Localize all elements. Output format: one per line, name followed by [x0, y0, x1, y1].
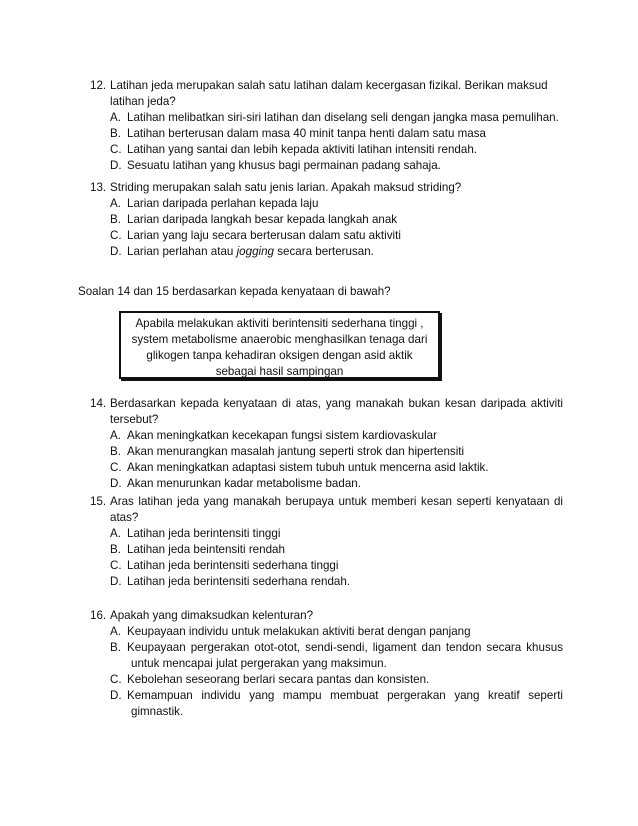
question-15 — [90, 494, 563, 590]
option-a — [90, 428, 563, 444]
option-text-italic: jogging — [236, 245, 274, 258]
question-13 — [90, 180, 563, 260]
question-text-cont: latihan jeda? — [110, 95, 176, 108]
option-letter: B. — [110, 127, 121, 140]
question-16-stem — [90, 608, 563, 624]
question-14 — [90, 396, 563, 492]
option-text: Latihan jeda berintensiti sederhana rendah. — [127, 575, 351, 588]
option-letter: A. — [110, 197, 121, 210]
statement-line: Apabila melakukan aktiviti berintensiti sederhana tinggi , — [135, 317, 424, 330]
option-d — [90, 244, 563, 260]
option-letter: B. — [110, 213, 121, 226]
option-letter: D. — [110, 159, 122, 172]
question-12 — [90, 78, 563, 174]
option-c — [90, 228, 563, 244]
option-d — [90, 574, 563, 590]
question-16 — [90, 608, 563, 720]
option-letter: A. — [110, 111, 121, 124]
option-text: Latihan jeda berintensiti tinggi — [127, 527, 281, 540]
option-text: Latihan melibatkan siri-siri latihan dan diselang seli dengan jangka masa pemulihan. — [127, 111, 559, 124]
option-text: Sesuatu latihan yang khusus bagi permainan padang sahaja. — [127, 159, 441, 172]
statement-line: glikogen tanpa kehadiran oksigen dengan asid aktik — [146, 349, 413, 362]
statement-line: sebagai hasil sampingan — [215, 365, 344, 378]
option-text: Larian yang laju secara berterusan dalam satu aktiviti — [127, 229, 401, 242]
statement-box — [119, 311, 440, 379]
option-letter: C. — [110, 673, 122, 686]
question-number: 12. — [90, 79, 107, 92]
question-13-stem — [90, 180, 563, 196]
question-number: 15. — [90, 495, 107, 508]
option-text: Latihan berterusan dalam masa 40 minit tanpa henti dalam satu masa — [127, 127, 486, 140]
question-text-cont: tersebut? — [110, 413, 159, 426]
question-text: Aras latihan jeda yang manakah berupaya untuk memberi kesan seperti kenyataan di — [110, 495, 563, 508]
option-text: Akan menurangkan masalah jantung seperti strok dan hipertensiti — [127, 445, 465, 458]
option-text: Akan meningkatkan adaptasi sistem tubuh untuk mencerna asid laktik. — [127, 461, 489, 474]
option-letter: D. — [110, 477, 122, 490]
option-text: Larian daripada perlahan kepada laju — [127, 197, 319, 210]
question-12-stem — [90, 78, 563, 94]
option-letter: C. — [110, 143, 122, 156]
question-text-cont: atas? — [110, 511, 139, 524]
option-a — [90, 624, 563, 640]
option-letter: B. — [110, 445, 121, 458]
option-letter: D. — [110, 245, 122, 258]
option-letter: C. — [110, 461, 122, 474]
option-d — [90, 688, 563, 704]
option-b — [90, 444, 563, 460]
option-letter: D. — [110, 575, 122, 588]
option-a — [90, 196, 563, 212]
option-c — [90, 460, 563, 476]
question-number: 14. — [90, 397, 107, 410]
option-text: Kebolehan seseorang berlari secara pantas dan konsisten. — [127, 673, 430, 686]
question-text: Apakah yang dimaksudkan kelenturan? — [110, 609, 314, 622]
option-c — [90, 672, 563, 688]
question-text: Latihan jeda merupakan salah satu latihan dalam kecergasan fizikal. Berikan maksud — [110, 79, 548, 92]
option-text: Kemampuan individu yang mampu membuat pergerakan yang kreatif seperti — [127, 689, 563, 702]
question-number: 13. — [90, 181, 107, 194]
option-letter: A. — [110, 625, 121, 638]
option-letter: B. — [110, 641, 121, 654]
question-15-stem — [90, 494, 563, 510]
option-a — [90, 526, 563, 542]
question-14-stem — [90, 396, 563, 412]
option-b — [90, 126, 563, 142]
option-b — [90, 542, 563, 558]
option-text: Keupayaan individu untuk melakukan aktiviti berat dengan panjang — [127, 625, 471, 638]
option-letter: C. — [110, 559, 122, 572]
option-text: Latihan jeda berintensiti sederhana tinggi — [127, 559, 339, 572]
question-text: Berdasarkan kepada kenyataan di atas, yang manakah bukan kesan daripada aktiviti — [110, 397, 563, 410]
option-a — [90, 110, 563, 126]
option-text: Latihan yang santai dan lebih kepada aktiviti latihan intensiti rendah. — [127, 143, 477, 156]
option-text: Akan menurunkan kadar metabolisme badan. — [127, 477, 361, 490]
option-b — [90, 212, 563, 228]
option-text — [127, 244, 374, 260]
option-d — [90, 476, 563, 492]
option-text-part: Larian perlahan atau — [127, 245, 237, 258]
option-letter: A. — [110, 429, 121, 442]
option-text-cont: untuk mencapai julat pergerakan yang maksimun. — [131, 657, 387, 670]
option-text: Latihan jeda beintensiti rendah — [127, 543, 285, 556]
option-c — [90, 558, 563, 574]
option-text: Akan meningkatkan kecekapan fungsi sistem kardiovaskular — [127, 429, 437, 442]
question-number: 16. — [90, 609, 107, 622]
option-b — [90, 640, 563, 656]
option-letter: D. — [110, 689, 122, 702]
option-letter: A. — [110, 527, 121, 540]
option-d — [90, 158, 563, 174]
option-text-part: secara berterusan. — [274, 245, 374, 258]
option-letter: C. — [110, 229, 122, 242]
section-intro: Soalan 14 dan 15 berdasarkan kepada kenyataan di bawah? — [78, 285, 391, 298]
option-text: Larian daripada langkah besar kepada langkah anak — [127, 213, 398, 226]
option-text: Keupayaan pergerakan otot-otot, sendi-sendi, ligament dan tendon secara khusus — [127, 641, 563, 654]
option-c — [90, 142, 563, 158]
option-text-cont: gimnastik. — [131, 705, 184, 718]
statement-line: system metabolisme anaerobic menghasilkan tenaga dari — [131, 333, 428, 346]
question-text: Striding merupakan salah satu jenis larian. Apakah maksud striding? — [110, 181, 462, 194]
option-letter: B. — [110, 543, 121, 556]
